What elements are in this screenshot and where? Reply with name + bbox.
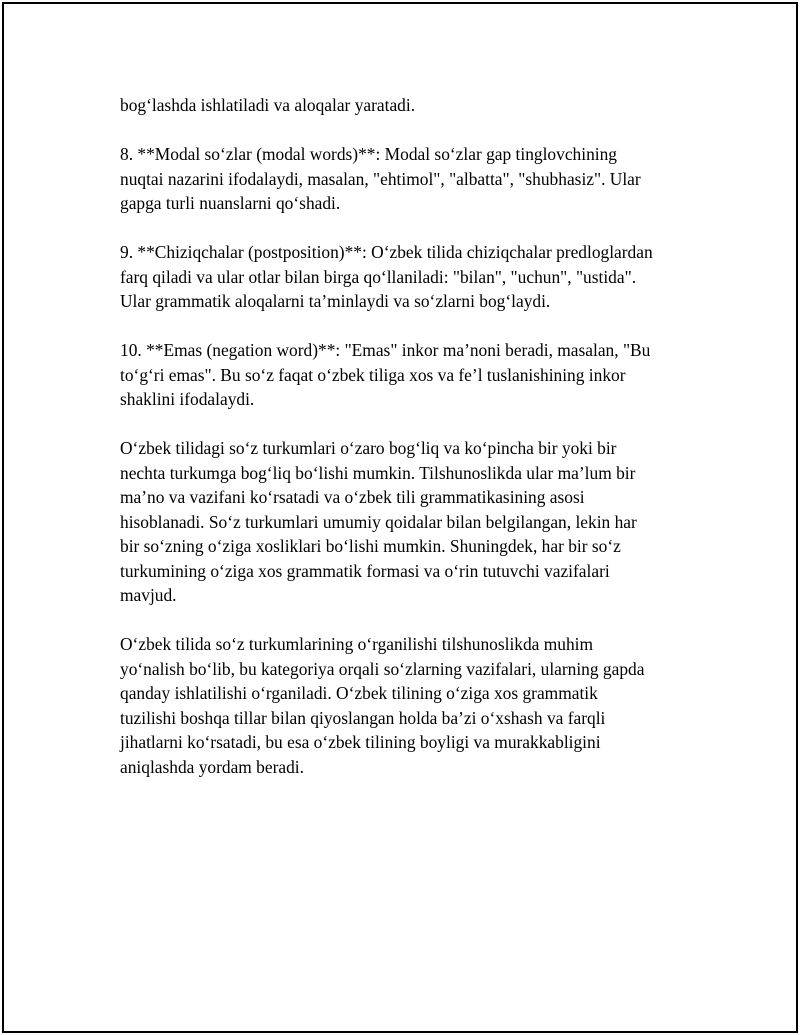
paragraph-word-classes: O‘zbek tilidagi so‘z turkumlari o‘zaro bog‘liq va ko‘pincha bir yoki bir nechta turkumga bog‘liq bo‘lishi mumkin. Tilshunoslikda ular ma’lum bir ma’no va vazifani ko‘rsatadi va o‘zbek tili grammatikasining asosi hisoblanadi. So‘z turkumlari umumiy qoidalar bilan belgilangan, lekin har bir so‘zning o‘ziga xosliklari bo‘lishi mumkin. Shuningdek, har bir so‘z turkumining o‘ziga xos grammatik formasi va o‘rin tutuvchi vazifalari mavjud. [120,438,637,605]
paragraph-postpositions: 9. **Chiziqchalar (postposition)**: O‘zbek tilida chiziqchalar predloglardan farq qiladi va ular otlar bilan birga qo‘llaniladi: "bilan", "uchun", "ustida". Ular grammatik aloqalarni ta’minlaydi va so‘zlarni bog‘laydi. [120,242,653,311]
paragraph-study-of-word-classes: O‘zbek tilida so‘z turkumlarining o‘rganilishi tilshunoslikda muhim yo‘nalish bo‘lib, bu kategoriya orqali so‘zlarning vazifalari, ularning gapda qanday ishlatilishi o‘rganiladi. O‘zbek tilining o‘ziga xos grammatik tuzilishi boshqa tillar bilan qiyoslangan holda ba’zi o‘xshash va farqli jihatlarni ko‘rsatadi, bu esa o‘zbek tilining boyligi va murakkabligini aniqlashda yordam beradi. [120,634,645,777]
paragraph-negation-word: 10. **Emas (negation word)**: "Emas" inkor ma’noni beradi, masalan, "Bu to‘g‘ri emas". Bu so‘z faqat o‘zbek tiliga xos va fe’l tuslanishining inkor shaklini ifodalaydi. [120,340,651,409]
page-body [120,93,690,804]
document-page [2,2,798,1033]
paragraph-continuation: bog‘lashda ishlatiladi va aloqalar yaratadi. [120,95,416,115]
paragraph-modal-words: 8. **Modal so‘zlar (modal words)**: Modal so‘zlar gap tinglovchining nuqtai nazarini ifodalaydi, masalan, "ehtimol", "albatta", "shubhasiz". Ular gapga turli nuanslarni qo‘shadi. [120,144,641,213]
